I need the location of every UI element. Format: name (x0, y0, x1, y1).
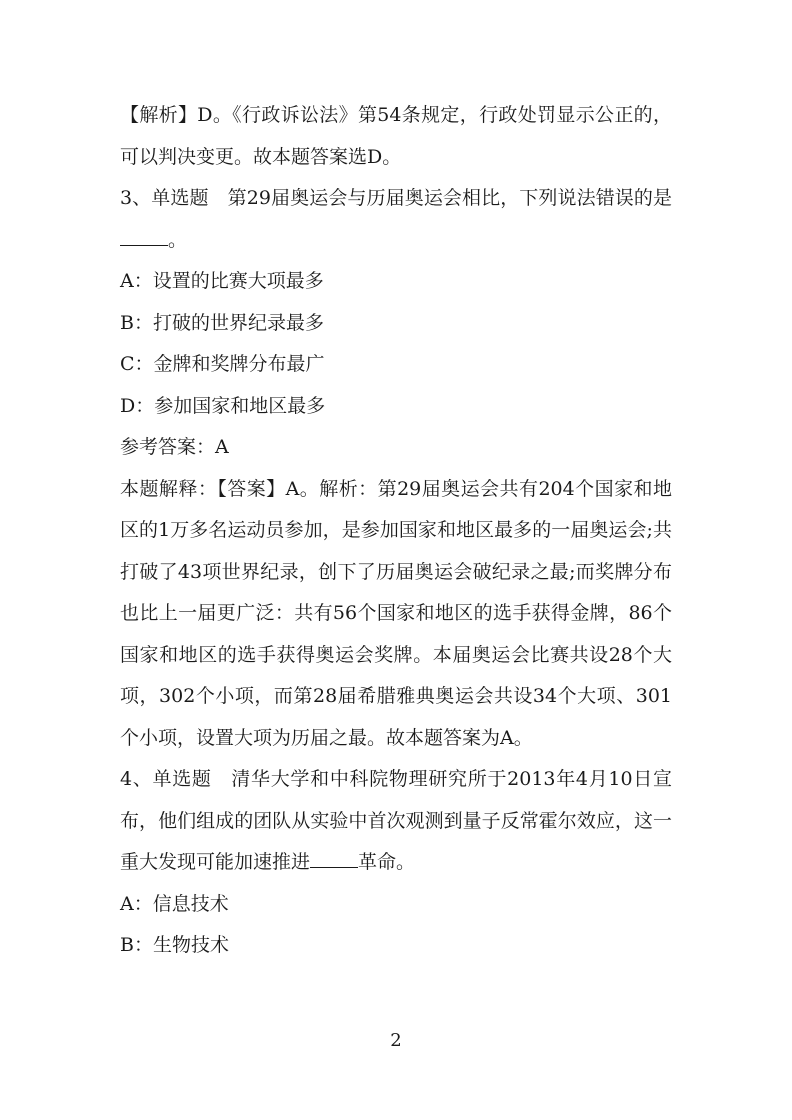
question-4-option-b: B：生物技术 (120, 934, 229, 956)
page-number: 2 (390, 1030, 402, 1051)
question-3-answer: 参考答案：A (120, 436, 229, 458)
question-3-stem-end: 。 (168, 228, 188, 251)
question-4-stem-end: 革命。 (358, 851, 416, 873)
question-3-option-d: D：参加国家和地区最多 (120, 394, 326, 417)
question-3-option-c: C：金牌和奖牌分布最广 (120, 353, 325, 375)
answer-blank (120, 226, 168, 246)
answer-blank (310, 848, 358, 868)
question-3-option-a: A：设置的比赛大项最多 (120, 270, 324, 292)
previous-analysis: 【解析】D。《行政诉讼法》第54条规定，行政处罚显示公正的，可以判决变更。故本题答案选D。 (120, 104, 672, 168)
question-3-stem-text: 3、单选题 第29届奥运会与历届奥运会相比，下列说法错误的是 (120, 187, 672, 209)
question-4-option-a: A：信息技术 (120, 892, 229, 915)
document-body (120, 95, 672, 967)
question-4-stem-text: 4、单选题 清华大学和中科院物理研究所于2013年4月10日宣布，他们组成的团队从实验中首次观测到量子反常霍尔效应，这一重大发现可能加速推进 (120, 768, 672, 873)
question-4-stem (120, 759, 672, 884)
question-3-option-b: B：打破的世界纪录最多 (120, 311, 324, 334)
question-3-stem (120, 178, 672, 261)
question-3-explanation: 本题解释：【答案】A。解析：第29届奥运会共有204个国家和地区的1万多名运动员参加，是参加国家和地区最多的一届奥运会;共打破了43项世界纪录，创下了历届奥运会破纪录之最;而奖牌分布也比上一届更广泛：共有56个国家和地区的选手获得金牌，86个国家和地区的选手获得奥运会奖牌。本届奥运会比赛共设28个大项，302个小项，而第28届希腊雅典奥运会共设34个大项、301个小项，设置大项为历届之最。故本题答案为A。 (120, 477, 672, 749)
